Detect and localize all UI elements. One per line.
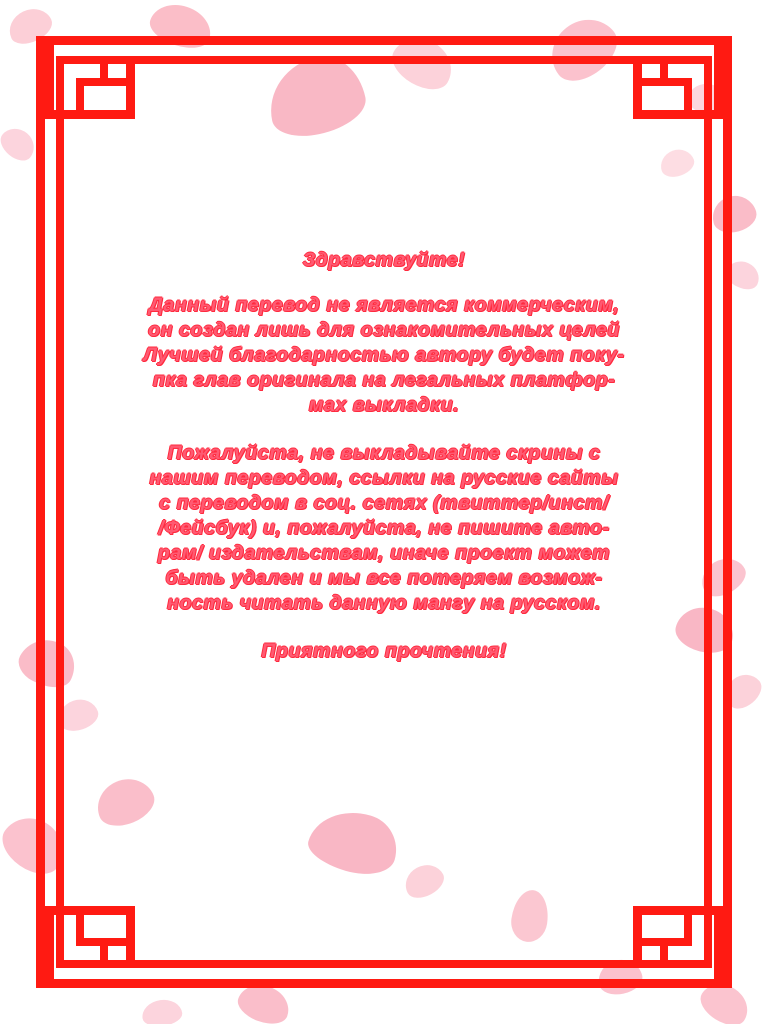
- note-line: мах выкладки.: [308, 394, 460, 416]
- note-line: пка глав оригинала на легальных платфор-: [152, 369, 616, 391]
- note-line: ность читать данную мангу на русском.: [167, 592, 601, 614]
- note-line: рам/ издательствам, иначе проект может: [157, 542, 611, 564]
- note-line: Пожалуйста, не выкладывайте скрины с: [167, 442, 601, 464]
- note-line: нашим переводом, ссылки на русские сайты: [149, 467, 619, 489]
- note-paragraph-1: [60, 293, 708, 418]
- note-line: /Фейсбук) и, пожалуйста, не пишите авто-: [158, 517, 610, 539]
- note-closing: Приятного прочтения!: [261, 640, 507, 662]
- note-paragraph-2: [60, 441, 708, 616]
- note-greeting: Здравствуйте!: [302, 249, 466, 271]
- note-line: Данный перевод не является коммерческим,: [148, 294, 620, 316]
- note-line: он создан лишь для ознакомительных целей: [148, 319, 620, 341]
- note-line: с переводом в соц. сетях (твиттер/инст/: [159, 492, 609, 514]
- translator-note: [60, 248, 708, 664]
- note-line: Лучшей благодарностью автору будет поку-: [143, 344, 625, 366]
- note-line: быть удален и мы все потеряем возмож-: [165, 567, 603, 589]
